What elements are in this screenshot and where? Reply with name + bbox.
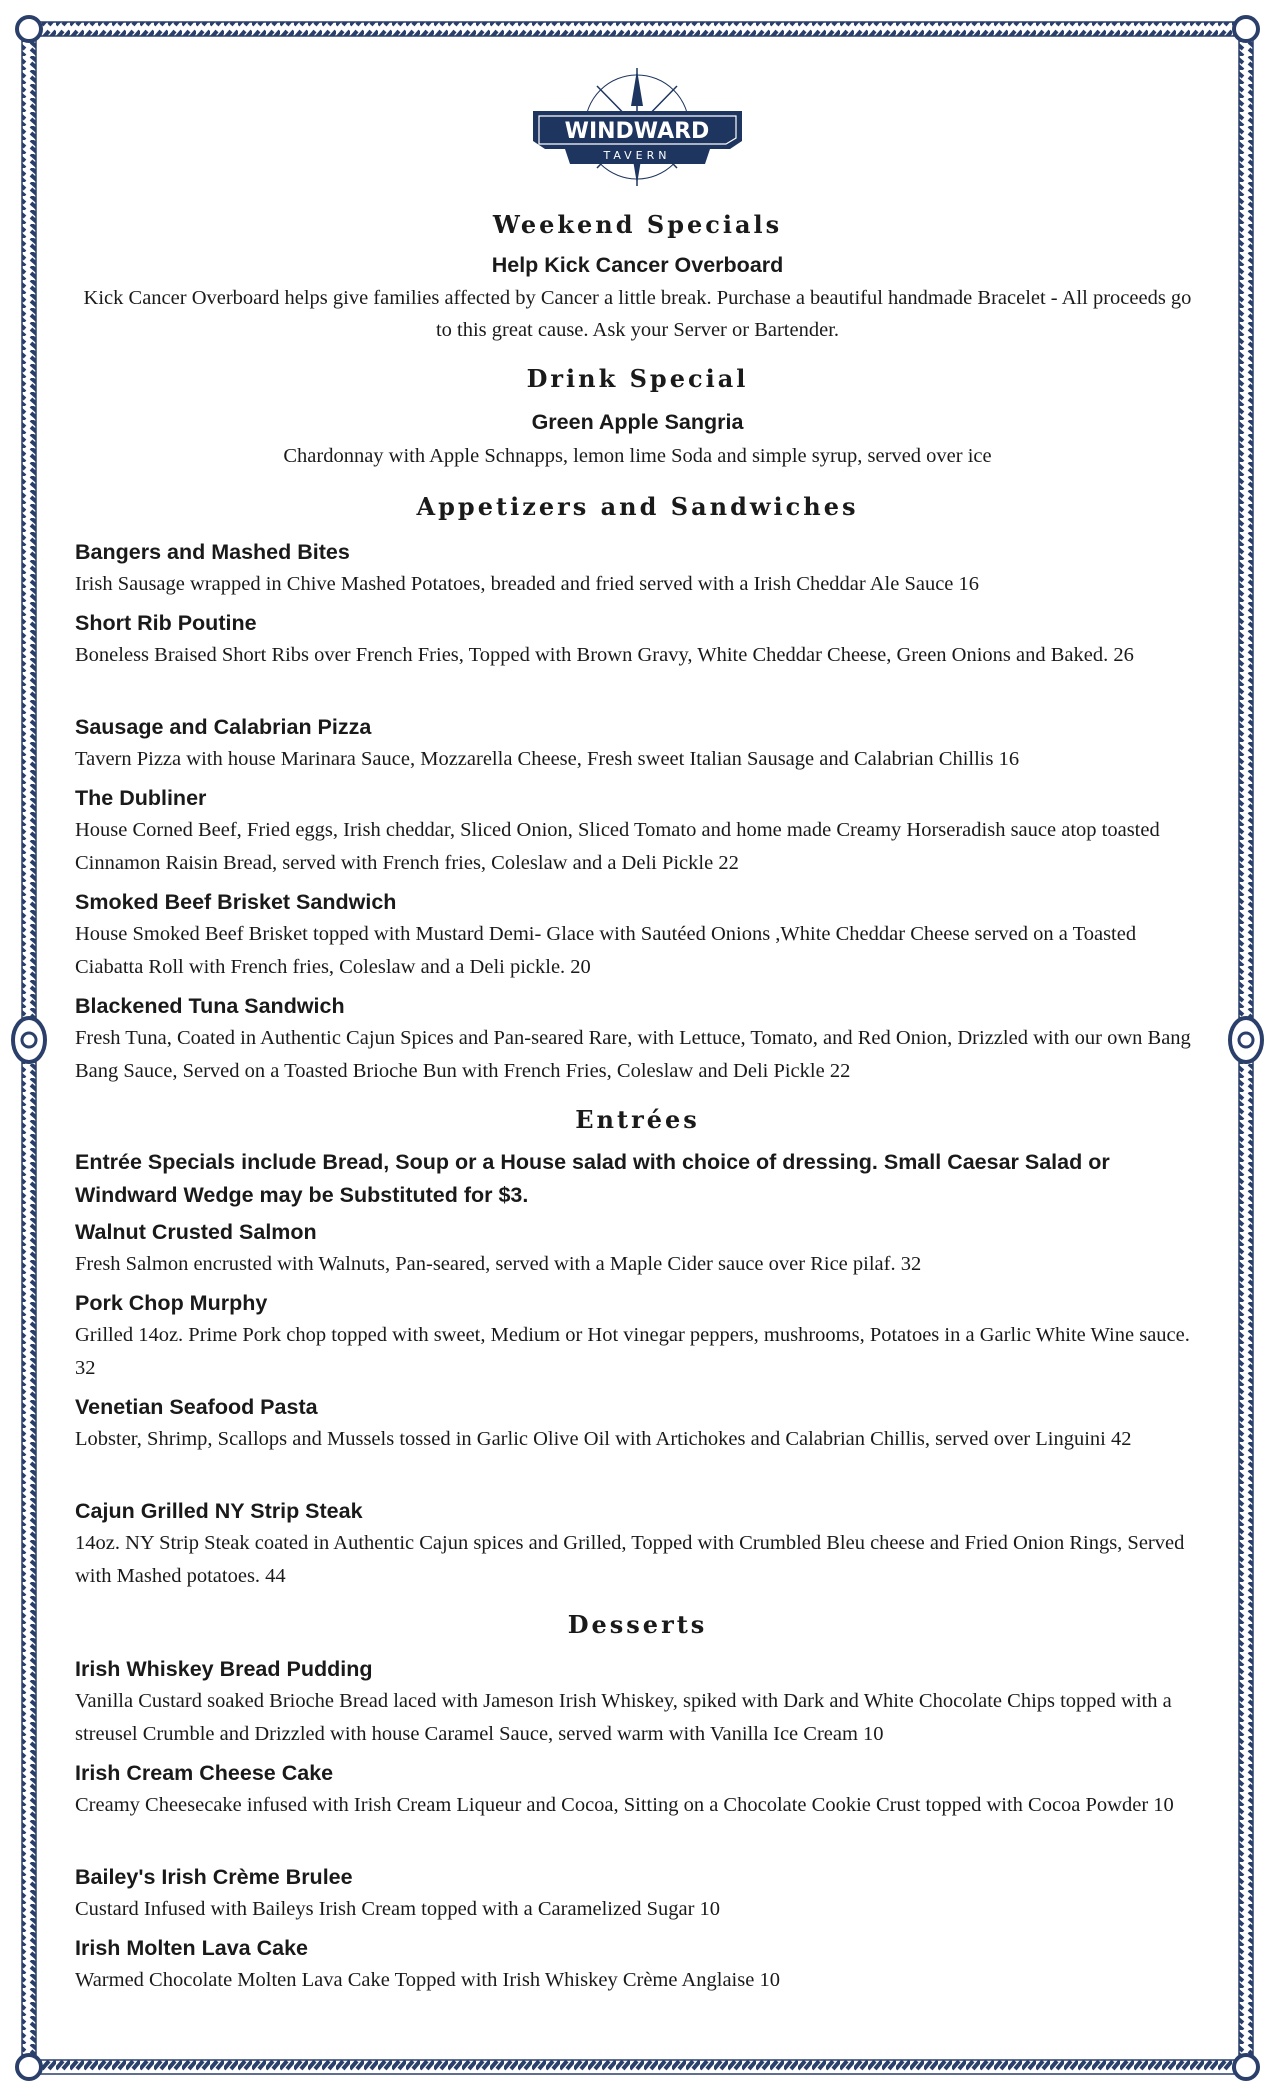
logo-line2: TAVERN <box>603 149 671 162</box>
entree-desc: 14oz. NY Strip Steak coated in Authentic Cajun spices and Grilled, Topped with Crumbled Bleu cheese and Fried Onion Rings, Served with Mashed potatoes. 44 <box>75 1532 1185 1587</box>
charity-title: Help Kick Cancer Overboard <box>491 253 784 277</box>
entrees-title: Entrées <box>575 1105 700 1134</box>
logo-line1: WINDWARD <box>564 119 710 144</box>
desserts-title: Desserts <box>567 1610 708 1639</box>
dessert-desc: Warmed Chocolate Molten Lava Cake Topped with Irish Whiskey Crème Anglaise 10 <box>75 1969 780 1991</box>
appetizer-name: Sausage and Calabrian Pizza <box>75 715 372 739</box>
appetizer-name: Bangers and Mashed Bites <box>75 540 350 564</box>
entree-name: Walnut Crusted Salmon <box>75 1220 317 1244</box>
right-knot-icon <box>1230 1018 1262 1062</box>
appetizer-desc: Boneless Braised Short Ribs over French Fries, Topped with Brown Gravy, White Cheddar Cheese, Green Onions and Baked. 26 <box>75 644 1134 666</box>
entree-desc: Grilled 14oz. Prime Pork chop topped with sweet, Medium or Hot vinegar peppers, mushrooms, Potatoes in a Garlic White Wine sauce. 32 <box>75 1324 1190 1379</box>
drink-desc: Chardonnay with Apple Schnapps, lemon lime Soda and simple syrup, served over ice <box>283 445 992 467</box>
appetizer-name: The Dubliner <box>75 786 207 810</box>
entree-name: Venetian Seafood Pasta <box>75 1395 318 1419</box>
drink-name: Green Apple Sangria <box>531 410 744 434</box>
dessert-desc: Custard Infused with Baileys Irish Cream topped with a Caramelized Sugar 10 <box>75 1898 721 1920</box>
weekend-specials-title: Weekend Specials <box>492 210 783 239</box>
dessert-name: Irish Whiskey Bread Pudding <box>75 1657 373 1681</box>
appetizer-desc: House Corned Beef, Fried eggs, Irish cheddar, Sliced Onion, Sliced Tomato and home made Creamy Horseradish sauce atop toasted Cinnamon Raisin Bread, served with French fries, Coleslaw and a Deli Pickle 22 <box>75 819 1160 874</box>
entree-desc: Lobster, Shrimp, Scallops and Mussels tossed in Garlic Olive Oil with Artichokes and Calabrian Chillis, served over Linguini 42 <box>75 1428 1132 1450</box>
appetizer-desc: Tavern Pizza with house Marinara Sauce, Mozzarella Cheese, Fresh sweet Italian Sausage and Calabrian Chillis 16 <box>75 748 1020 770</box>
dessert-desc: Creamy Cheesecake infused with Irish Cream Liqueur and Cocoa, Sitting on a Chocolate Cookie Crust topped with Cocoa Powder 10 <box>75 1794 1174 1816</box>
dessert-name: Bailey's Irish Crème Brulee <box>75 1865 353 1889</box>
charity-text: Kick Cancer Overboard helps give families affected by Cancer a little break. Purchase a beautiful handmade Bracelet - All proceeds go to this great cause. Ask your Server or Bartender. <box>83 287 1192 341</box>
appetizer-desc: House Smoked Beef Brisket topped with Mustard Demi- Glace with Sautéed Onions ,White Cheddar Cheese served on a Toasted Ciabatta Roll with French fries, Coleslaw and a Deli pickle. 20 <box>75 923 1137 978</box>
dessert-name: Irish Molten Lava Cake <box>75 1936 308 1960</box>
appetizers-title: Appetizers and Sandwiches <box>416 492 859 521</box>
drink-special-title: Drink Special <box>526 364 749 393</box>
entree-desc: Fresh Salmon encrusted with Walnuts, Pan-seared, served with a Maple Cider sauce over Rice pilaf. 32 <box>75 1253 922 1275</box>
entree-name: Pork Chop Murphy <box>75 1291 268 1315</box>
menu-page <box>75 60 1200 2050</box>
dessert-desc: Vanilla Custard soaked Brioche Bread laced with Jameson Irish Whiskey, spiked with Dark and White Chocolate Chips topped with a streusel Crumble and Drizzled with house Caramel Sauce, served warm with Vanilla Ice Cream 10 <box>75 1690 1172 1745</box>
dessert-name: Irish Cream Cheese Cake <box>75 1761 334 1785</box>
appetizer-name: Smoked Beef Brisket Sandwich <box>75 890 397 914</box>
entrees-note: Entrée Specials include Bread, Soup or a House salad with choice of dressing. Small Caesar Salad or Windward Wedge may be Substituted for $3. <box>75 1150 1110 1207</box>
entree-name: Cajun Grilled NY Strip Steak <box>75 1499 363 1523</box>
appetizer-name: Blackened Tuna Sandwich <box>75 994 345 1018</box>
appetizer-desc: Fresh Tuna, Coated in Authentic Cajun Spices and Pan-seared Rare, with Lettuce, Tomato, and Red Onion, Drizzled with our own Bang Bang Sauce, Served on a Toasted Brioche Bun with French Fries, Coleslaw and Deli Pickle 22 <box>75 1027 1191 1082</box>
appetizer-desc: Irish Sausage wrapped in Chive Mashed Potatoes, breaded and fried served with a Irish Cheddar Ale Sauce 16 <box>75 573 980 595</box>
windward-tavern-logo <box>525 66 750 188</box>
appetizer-name: Short Rib Poutine <box>75 611 257 635</box>
left-knot-icon <box>13 1018 45 1062</box>
